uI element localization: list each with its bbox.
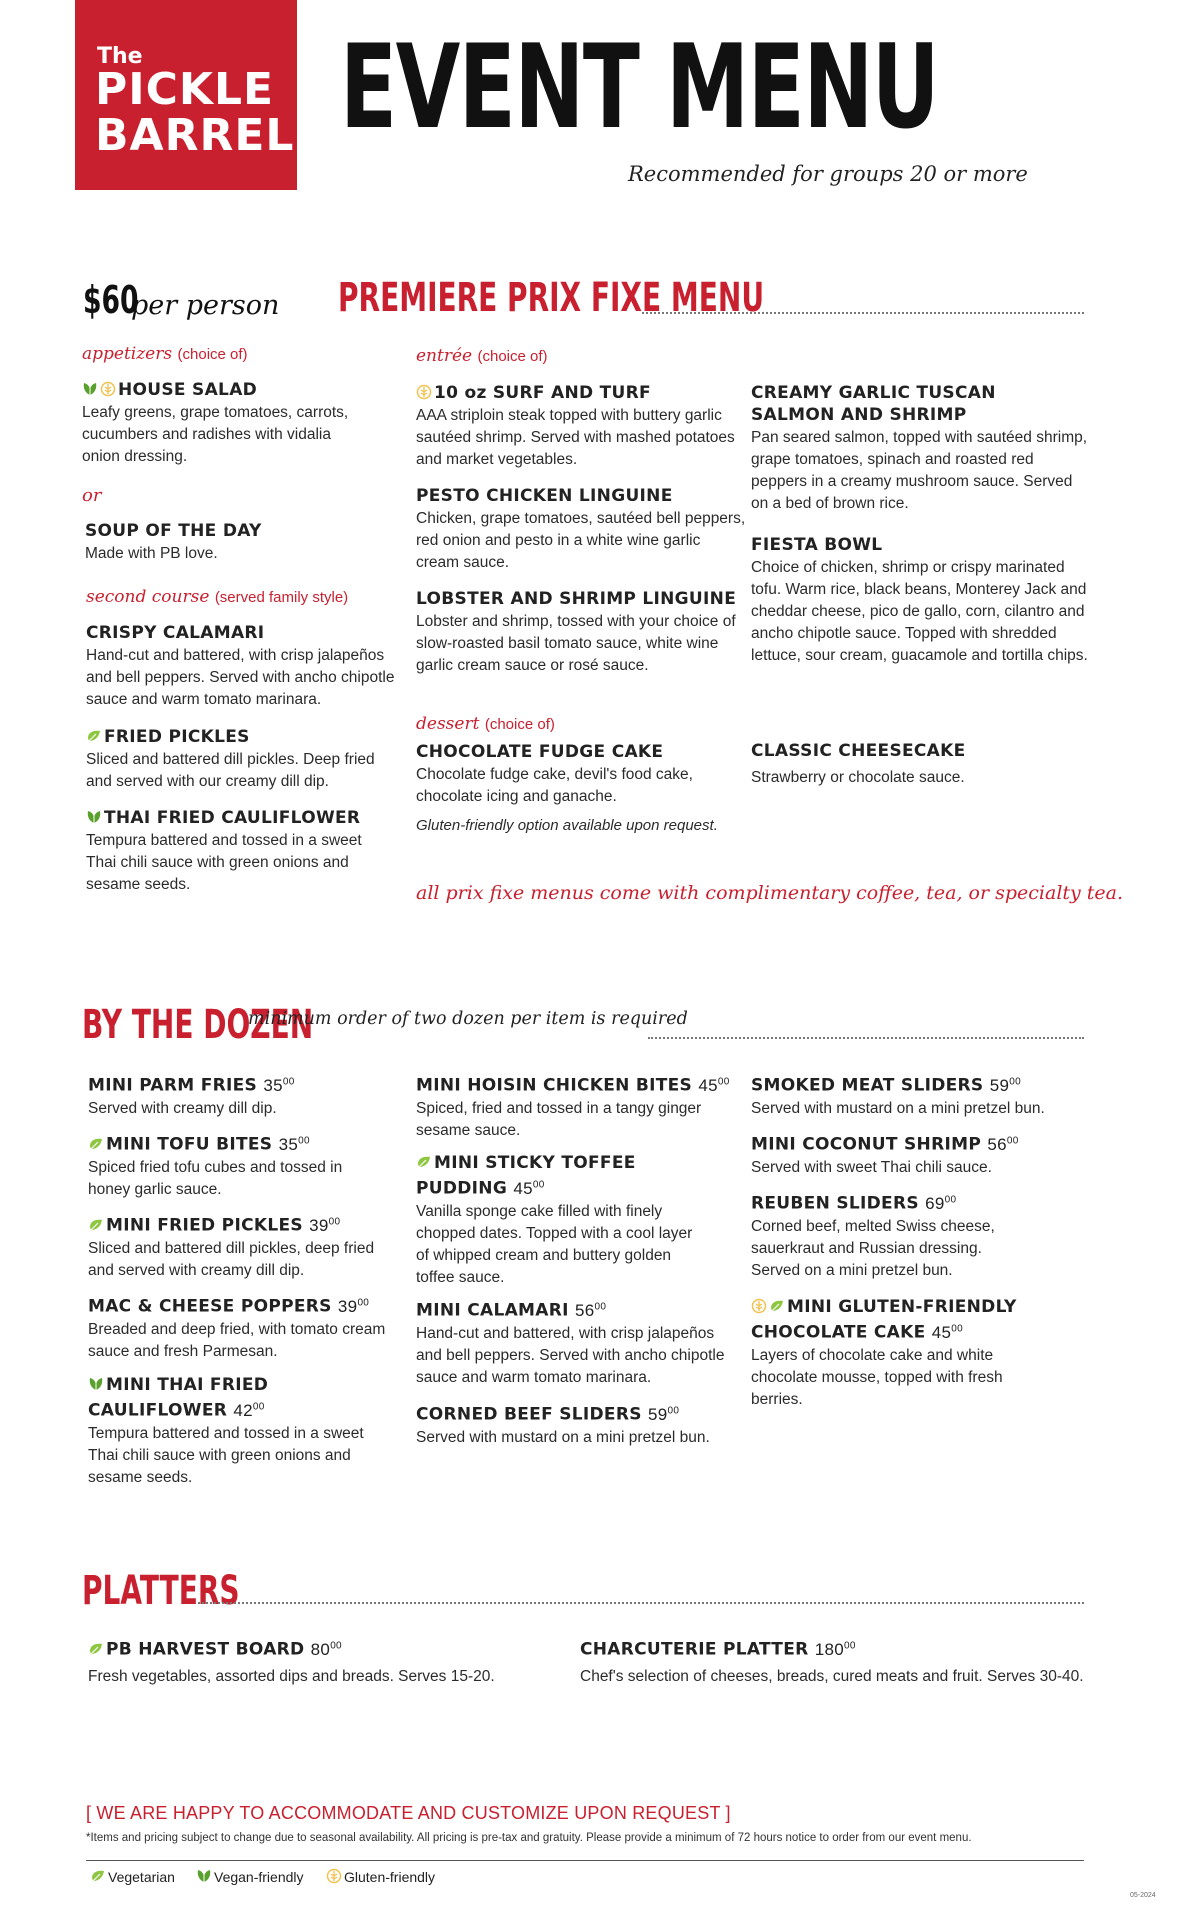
prix-fixe-title: PREMIERE PRIX FIXE MENU: [338, 275, 765, 321]
item-name: FRIED PICKLES: [104, 727, 250, 747]
vegan-icon: [88, 1376, 104, 1392]
prix-fixe-price: $60: [83, 278, 139, 322]
item-name: FIESTA BOWL: [751, 535, 883, 555]
item-name: PESTO CHICKEN LINGUINE: [416, 486, 673, 506]
item-description: Fresh vegetables, assorted dips and breads. Serves 15-20.: [88, 1667, 495, 1685]
item-description: Spiced, fried and tossed in a tangy ginger sesame sauce.: [416, 1099, 702, 1139]
item-name: MINI TOFU BITES: [106, 1134, 273, 1155]
item-description: Served with creamy dill dip.: [88, 1099, 277, 1117]
platter-item-harvest-board: [88, 1635, 588, 1688]
item-name: SOUP OF THE DAY: [85, 521, 262, 541]
item-description: Served with mustard on a mini pretzel bun.: [751, 1099, 1045, 1117]
item-description: Choice of chicken, shrimp or crispy marinated tofu. Warm rice, black beans, Monterey Jack and cheddar cheese, pico de gallo, corn, cilantro and ancho chipotle sauce. Topped with shredded lettuce, sour cream, guacamole and tortilla chips.: [751, 559, 1088, 664]
dozen-dotted-rule: [648, 1037, 1084, 1039]
logo-the: The: [97, 44, 143, 69]
item-price: $59^{00}$: [647, 1404, 680, 1424]
item-name: LOBSTER AND SHRIMP LINGUINE: [416, 589, 737, 609]
item-price: $69^{00}$: [925, 1193, 957, 1213]
legend-vegetarian: [90, 1868, 175, 1885]
vegetarian-icon: [90, 1868, 106, 1884]
dozen-item-tofu-bites: [88, 1130, 388, 1201]
dozen-item-smoked-meat: [751, 1071, 1081, 1120]
menu-item-cheesecake: [751, 740, 1081, 789]
item-description: Served with sweet Thai chili sauce.: [751, 1158, 992, 1176]
item-description: Hand-cut and battered, with crisp jalapeños and bell peppers. Served with ancho chipotle sauce and warm tomato marinara.: [86, 647, 395, 708]
item-name-line-1: MINI STICKY TOFFEE: [434, 1153, 636, 1173]
dozen-item-parm-fries: [88, 1071, 388, 1120]
platters-dotted-rule: [198, 1602, 1084, 1604]
item-price: $39^{00}$: [309, 1215, 341, 1235]
item-price: $56^{00}$: [574, 1300, 607, 1320]
page-tagline: Recommended for groups 20 or more: [628, 162, 1028, 186]
legend-vegan: [196, 1868, 304, 1885]
item-name-line-1: CREAMY GARLIC TUSCAN: [751, 383, 996, 403]
item-price: $45^{00}$: [698, 1075, 730, 1095]
item-description: Chocolate fudge cake, devil's food cake, chocolate icing and ganache.: [416, 766, 693, 805]
gluten-friendly-icon: [100, 381, 116, 397]
item-description: Served with mustard on a mini pretzel bun.: [416, 1428, 710, 1446]
item-description: Spiced fried tofu cubes and tossed in honey garlic sauce.: [88, 1158, 343, 1198]
dessert-heading: dessert (choice of): [416, 714, 555, 734]
menu-item-tuscan-salmon: [751, 382, 1091, 515]
item-description: Layers of chocolate cake and white chocolate mousse, topped with fresh berries.: [751, 1346, 1003, 1408]
brand-logo: [75, 0, 297, 190]
item-price: $80^{00}$: [310, 1639, 342, 1659]
menu-item-soup: [85, 520, 375, 565]
menu-item-house-salad: [82, 379, 372, 468]
item-description: Corned beef, melted Swiss cheese, sauerkraut and Russian dressing. Served on a mini pretzel bun.: [751, 1217, 995, 1279]
item-price: $59^{00}$: [989, 1075, 1021, 1095]
menu-item-pesto-linguine: [416, 485, 746, 574]
item-name: MINI HOISIN CHICKEN BITES: [416, 1075, 693, 1096]
dozen-item-hoisin-chicken: [416, 1071, 730, 1142]
prix-fixe-per-person: per person: [131, 290, 280, 321]
item-name-line-1: MINI GLUTEN-FRIENDLY: [787, 1297, 1017, 1317]
item-description: Hand-cut and battered, with crisp jalapeños and bell peppers. Served with ancho chipotle sauce and warm tomato marinara.: [416, 1324, 725, 1386]
item-description: Sliced and battered dill pickles. Deep fried and served with our creamy dill dip.: [86, 751, 375, 790]
dozen-item-mini-calamari: [416, 1296, 726, 1389]
item-name: PB HARVEST BOARD: [106, 1639, 305, 1660]
item-name: CORNED BEEF SLIDERS: [416, 1404, 642, 1425]
dozen-item-mac-cheese-poppers: [88, 1292, 388, 1363]
item-name: MINI FRIED PICKLES: [106, 1215, 303, 1236]
item-name-line-1: MINI THAI FRIED: [106, 1375, 269, 1395]
entree-heading: entrée (choice of): [416, 346, 548, 366]
appetizers-heading: appetizers (choice of): [82, 344, 248, 364]
item-description: Leafy greens, grape tomatoes, carrots, cucumbers and radishes with vidalia onion dressing.: [82, 404, 349, 465]
vegan-icon: [86, 809, 102, 825]
item-price: $180^{00}$: [814, 1639, 856, 1659]
item-name-line-2: CAULIFLOWER: [88, 1400, 228, 1421]
footer-divider: [86, 1860, 1084, 1861]
item-name: THAI FRIED CAULIFLOWER: [104, 808, 361, 828]
item-description: Breaded and deep fried, with tomato cream sauce and fresh Parmesan.: [88, 1320, 386, 1360]
item-description: Sliced and battered dill pickles, deep fried and served with creamy dill dip.: [88, 1239, 375, 1279]
item-name: CLASSIC CHEESECAKE: [751, 741, 966, 761]
item-name: HOUSE SALAD: [118, 380, 258, 400]
prix-fixe-dotted-rule: [642, 312, 1084, 314]
vegetarian-icon: [88, 1641, 104, 1657]
item-price: $35^{00}$: [263, 1075, 295, 1095]
item-description: Vanilla sponge cake filled with finely chopped dates. Topped with a cool layer of whipped cream and buttery golden toffee sauce.: [416, 1202, 693, 1286]
item-name-line-2: CHOCOLATE CAKE: [751, 1322, 926, 1343]
page-title: EVENT MENU: [340, 20, 939, 155]
item-name-line-2: SALMON AND SHRIMP: [751, 405, 967, 425]
gluten-friendly-icon: [326, 1868, 342, 1884]
vegan-icon: [82, 381, 98, 397]
dozen-subtitle: minimum order of two dozen per item is required: [248, 1009, 688, 1029]
item-description: Strawberry or chocolate sauce.: [751, 769, 965, 786]
dozen-item-reuben: [751, 1189, 1021, 1282]
second-course-heading: second course (served family style): [86, 587, 349, 607]
vegetarian-icon: [88, 1217, 104, 1233]
dozen-item-sticky-toffee: [416, 1152, 706, 1289]
menu-version-code: 05-2024: [1130, 1892, 1156, 1899]
item-name: REUBEN SLIDERS: [751, 1193, 919, 1214]
complimentary-note: all prix fixe menus come with complimentary coffee, tea, or specialty tea.: [416, 882, 1124, 904]
menu-item-calamari: [86, 622, 396, 711]
item-description: Made with PB love.: [85, 545, 218, 562]
item-price: $45^{00}$: [513, 1178, 545, 1198]
legend-label: Gluten-friendly: [344, 1869, 436, 1885]
item-description: Chicken, grape tomatoes, sautéed bell peppers, red onion and pesto in a white wine garlic cream sauce.: [416, 510, 746, 571]
item-name-line-2: PUDDING: [416, 1178, 508, 1199]
item-description: Tempura battered and tossed in a sweet Thai chili sauce with green onions and sesame seeds.: [86, 832, 362, 893]
legend-gluten-friendly: [326, 1868, 435, 1885]
item-name: MINI COCONUT SHRIMP: [751, 1134, 982, 1155]
item-description: Pan seared salmon, topped with sautéed shrimp, grape tomatoes, spinach and roasted red peppers in a creamy mushroom sauce. Served on a bed of brown rice.: [751, 429, 1088, 512]
item-name: MINI CALAMARI: [416, 1300, 569, 1321]
item-description: AAA striploin steak topped with buttery garlic sautéed shrimp. Served with mashed potatoes and market vegetables.: [416, 407, 735, 468]
item-name: CHOCOLATE FUDGE CAKE: [416, 742, 664, 762]
vegetarian-icon: [769, 1298, 785, 1314]
dozen-item-thai-cauliflower: [88, 1374, 378, 1489]
legend-label: Vegan-friendly: [214, 1869, 304, 1885]
dozen-item-mini-fried-pickles: [88, 1211, 388, 1282]
dozen-item-coconut-shrimp: [751, 1130, 1081, 1179]
vegetarian-icon: [416, 1154, 432, 1170]
menu-item-fudge-cake: [416, 741, 726, 808]
dozen-title: BY THE DOZEN: [82, 1002, 314, 1048]
platter-item-charcuterie: [580, 1635, 1100, 1688]
logo-line-1: PICKLE: [95, 64, 275, 115]
accommodate-request-banner: [ WE ARE HAPPY TO ACCOMMODATE AND CUSTOMIZE UPON REQUEST ]: [86, 1803, 731, 1823]
item-name: 10 oz SURF AND TURF: [434, 383, 651, 403]
gluten-option-note: Gluten-friendly option available upon request.: [416, 817, 718, 834]
gluten-friendly-icon: [751, 1298, 767, 1314]
item-name: CRISPY CALAMARI: [86, 623, 265, 643]
item-description: Lobster and shrimp, tossed with your choice of slow-roasted basil tomato sauce, white wine garlic cream sauce or rosé sauce.: [416, 613, 736, 674]
dozen-item-gf-chocolate-cake: [751, 1296, 1017, 1411]
item-price: $45^{00}$: [931, 1322, 963, 1342]
item-price: $35^{00}$: [278, 1134, 310, 1154]
item-description: Chef's selection of cheeses, breads, cured meats and fruit. Serves 30-40.: [580, 1667, 1084, 1685]
item-name: CHARCUTERIE PLATTER: [580, 1639, 809, 1660]
item-name: MINI PARM FRIES: [88, 1075, 258, 1096]
item-name: MAC & CHEESE POPPERS: [88, 1296, 332, 1317]
item-description: Tempura battered and tossed in a sweet Thai chili sauce with green onions and sesame seeds.: [88, 1424, 364, 1486]
menu-item-lobster-linguine: [416, 588, 746, 677]
or-divider: or: [82, 485, 102, 506]
item-price: $39^{00}$: [337, 1296, 370, 1316]
dozen-item-corned-beef: [416, 1400, 726, 1449]
pricing-disclaimer: *Items and pricing subject to change due to seasonal availability. All pricing is pre-tax and gratuity. Please provide a minimum of 72 hours notice to order from our event menu.: [86, 1832, 972, 1844]
menu-item-thai-cauliflower: [86, 807, 376, 896]
vegetarian-icon: [86, 728, 102, 744]
menu-item-fiesta-bowl: [751, 534, 1091, 667]
item-price: $56^{00}$: [987, 1134, 1019, 1154]
logo-line-2: BARREL: [95, 110, 295, 161]
vegan-icon: [196, 1868, 212, 1884]
vegetarian-icon: [88, 1136, 104, 1152]
menu-item-fried-pickles: [86, 726, 396, 793]
menu-item-surf-and-turf: [416, 382, 746, 471]
legend-label: Vegetarian: [108, 1869, 175, 1885]
item-price: $42^{00}$: [233, 1400, 265, 1420]
gluten-friendly-icon: [416, 384, 432, 400]
platters-title: PLATTERS: [82, 1568, 240, 1614]
item-name: SMOKED MEAT SLIDERS: [751, 1075, 984, 1096]
